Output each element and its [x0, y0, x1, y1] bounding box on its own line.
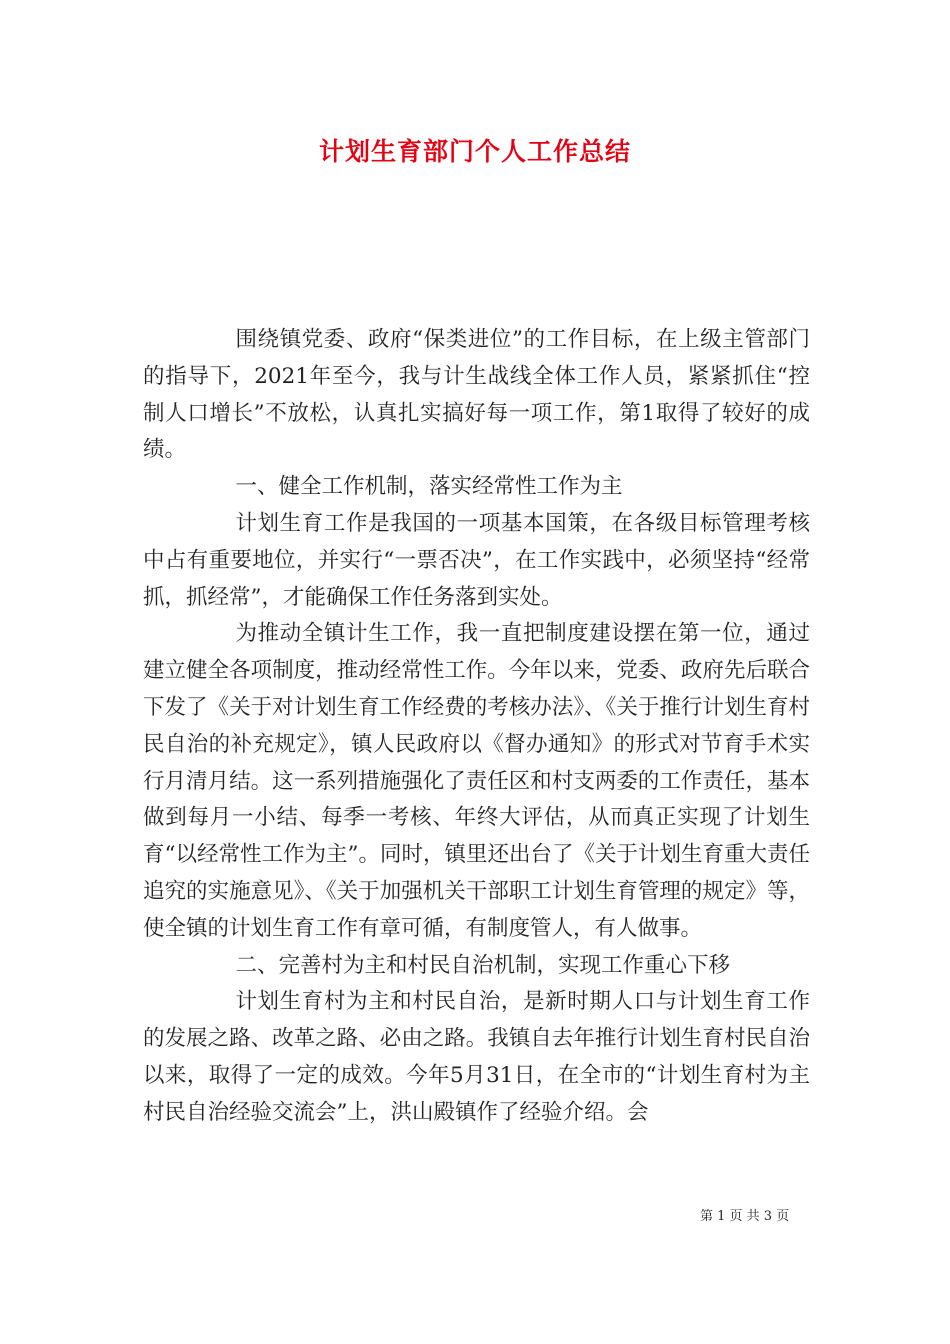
section-heading-2: 二、完善村为主和村民自治机制，实现工作重心下移 [235, 952, 730, 978]
document-title: 计划生育部门个人工作总结 [318, 137, 631, 166]
document-body [143, 322, 810, 1132]
paragraph-intro: 围绕镇党委、政府“保类进位”的工作目标，在上级主管部门的指导下，2021年至今，我与计生战线全体工作人员，紧紧抓住“控制人口增长”不放松，认真扎实搞好每一项工作，第1取得了较好的成绩。 [143, 327, 810, 463]
paragraph: 计划生育村为主和村民自治，是新时期人口与计划生育工作的发展之路、改革之路、必由之路。我镇自去年推行计划生育村民自治以来，取得了一定的成效。今年5月31日，在全市的“计划生育村为主村民自治经验交流会”上，洪山殿镇作了经验介绍。会 [143, 989, 810, 1125]
paragraph: 为推动全镇计生工作，我一直把制度建设摆在第一位，通过建立健全各项制度，推动经常性工作。今年以来，党委、政府先后联合下发了《关于对计划生育工作经费的考核办法》、《关于推行计划生育村民自治的补充规定》，镇人民政府以《督办通知》的形式对节育手术实行月清月结。这一系列措施强化了责任区和村支两委的工作责任，基本做到每月一小结、每季一考核、年终大评估，从而真正实现了计划生育“以经常性工作为主”。同时，镇里还出台了《关于计划生育重大责任追究的实施意见》、《关于加强机关干部职工计划生育管理的规定》等，使全镇的计划生育工作有章可循，有制度管人，有人做事。 [143, 621, 810, 941]
section-heading-1: 一、健全工作机制，落实经常性工作为主 [235, 474, 623, 500]
paragraph: 计划生育工作是我国的一项基本国策，在各级目标管理考核中占有重要地位，并实行“一票否决”，在工作实践中，必须坚持“经常抓，抓经常”，才能确保工作任务落到实处。 [143, 510, 810, 610]
page-footer: 第 1 页 共 3 页 [700, 1209, 790, 1224]
